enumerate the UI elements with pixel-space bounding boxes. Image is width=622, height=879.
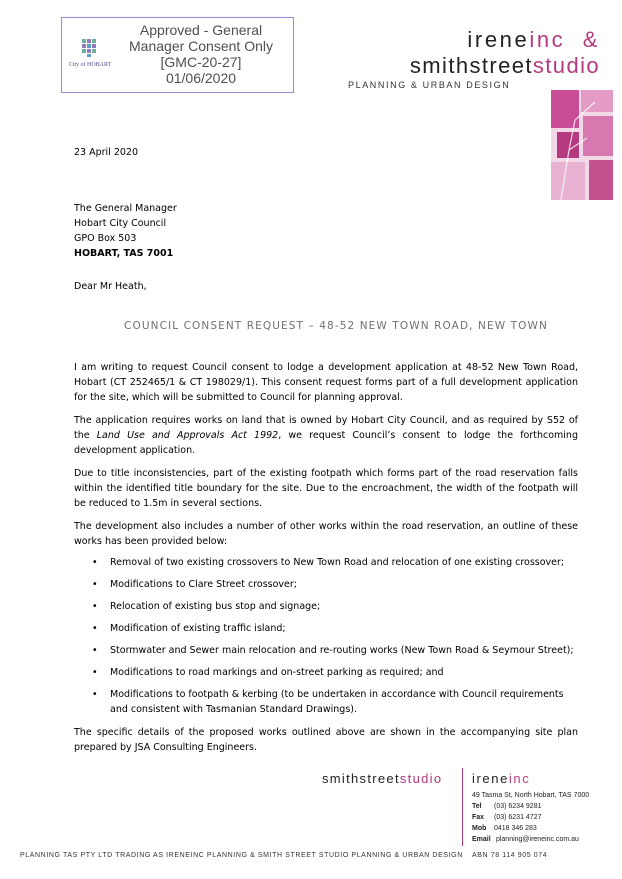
list-item: • Modification of existing traffic island; — [110, 621, 578, 636]
brand-text-dark: smithstreet — [322, 771, 400, 786]
list-item: • Modifications to Clare Street crossover; — [110, 577, 578, 592]
paragraph-text: , we request Council’s consent to lodge the forthcoming development application. — [74, 430, 578, 456]
contact-tel — [472, 801, 589, 812]
brand-ireneinc — [467, 27, 600, 53]
footer-brand-ireneinc — [472, 771, 530, 786]
letterhead-tagline: PLANNING & URBAN DESIGN — [348, 80, 511, 90]
footer-divider — [462, 768, 463, 846]
contact-details — [472, 790, 589, 845]
contact-value: planning@ireneinc.com.au — [495, 836, 579, 843]
decorative-pink-graphic — [551, 90, 613, 200]
contact-label: Email — [472, 836, 491, 843]
list-item: • Modifications to road markings and on-street parking as required; and — [110, 665, 578, 680]
stamp-line: [GMC-20-27] — [160, 54, 242, 70]
address-line: The General Manager — [74, 203, 177, 214]
contact-label: Fax — [472, 814, 485, 821]
trading-name: PLANNING TAS PTY LTD TRADING AS IRENEINC PLANNING & SMITH STREET STUDIO PLANNING & URBAN DESIGN — [20, 852, 463, 859]
act-title: Land Use and Approvals Act 1992 — [96, 430, 279, 441]
address-line: GPO Box 503 — [74, 233, 137, 244]
contact-value: (03) 6231 4727 — [494, 814, 542, 821]
contact-label: Mob — [472, 825, 487, 832]
brand-text-accent: inc — [508, 771, 531, 786]
brand-text-dark: irene — [472, 771, 509, 786]
list-item: • Removal of two existing crossovers to New Town Road and relocation of one existing crossover; — [110, 555, 578, 570]
stamp-line: 01/06/2020 — [165, 70, 237, 86]
approval-stamp — [61, 17, 294, 93]
paragraph — [74, 413, 578, 458]
paragraph: I am writing to request Council consent to lodge a development application at 48-52 New Town Road, Hobart (CT 252465/1 & CT 198029/1). This consent request forms part of a full development application for the site, which will be submitted to Council for planning approval. — [74, 362, 578, 403]
contact-label: Tel — [472, 803, 482, 810]
contact-value: 0418 346 283 — [494, 825, 537, 832]
works-list — [74, 555, 578, 717]
address-line: HOBART, TAS 7001 — [74, 248, 174, 259]
contact-value: (03) 6234 9281 — [494, 803, 542, 810]
list-item: • Modifications to footpath & kerbing (to be undertaken in accordance with Council requirements and consistent with Tasmanian Standard Drawings). — [110, 687, 578, 717]
contact-mob — [472, 823, 589, 834]
paragraph-text: The application requires works on land that is owned by Hobart City Council, and as required by S52 of the — [74, 415, 578, 441]
brand-text-accent: studio — [532, 53, 600, 78]
letter-date: 23 April 2020 — [74, 147, 139, 158]
subject-heading: COUNCIL CONSENT REQUEST – 48-52 NEW TOWN ROAD, NEW TOWN — [124, 320, 548, 332]
recipient-address — [74, 201, 177, 261]
brand-text-accent: inc — [529, 27, 566, 52]
stamp-line: Manager Consent Only — [129, 38, 273, 54]
stamp-text — [110, 22, 292, 86]
list-item: • Stormwater and Sewer main relocation and re-routing works (New Town Road & Seymour Street); — [110, 643, 578, 658]
paragraph: The development also includes a number of other works within the road reservation, an outline of these works has been provided below: — [74, 521, 578, 547]
brand-smithstreetstudio — [410, 53, 600, 79]
contact-fax — [472, 812, 589, 823]
stamp-line: Approved - General — [139, 22, 263, 38]
paragraph: The specific details of the proposed works outlined above are shown in the accompanying site plan prepared by JSA Consulting Engineers. — [74, 727, 578, 753]
address-line: Hobart City Council — [74, 218, 167, 229]
footer-address: 49 Tasma St, North Hobart, TAS 7000 — [472, 792, 590, 799]
city-of-hobart-logo — [68, 38, 112, 82]
brand-text-dark: smithstreet — [409, 53, 533, 78]
salutation: Dear Mr Heath, — [74, 281, 147, 292]
footer-brand-smithstreetstudio — [322, 771, 442, 786]
paragraph: Due to title inconsistencies, part of the existing footpath which forms part of the road reservation falls within the identified title boundary for the site. Due to the encroachment, the width of the footpath will be reduced to 1.5m in several sections. — [74, 468, 578, 509]
brand-text-accent: studio — [399, 771, 443, 786]
contact-email — [472, 834, 589, 845]
letter-body — [74, 360, 578, 763]
city-logo-icon — [79, 38, 99, 58]
abn: ABN 78 114 905 074 — [472, 852, 548, 859]
list-item: • Relocation of existing bus stop and signage; — [110, 599, 578, 614]
brand-ampersand: & — [582, 27, 600, 52]
city-logo-text: City of HOBART — [68, 62, 112, 68]
brand-text-dark: irene — [467, 27, 530, 52]
